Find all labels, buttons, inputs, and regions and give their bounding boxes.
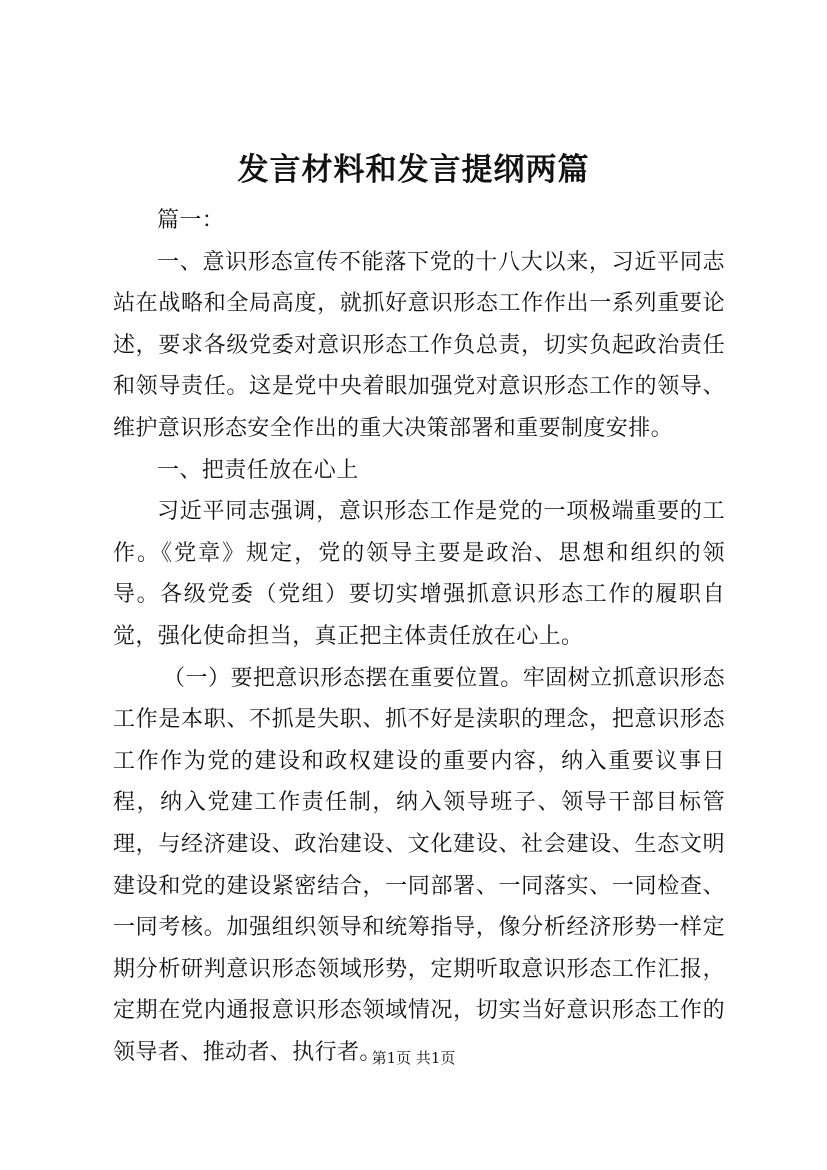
section-heading: 一、把责任放在心上 (157, 457, 359, 483)
document-body (113, 200, 725, 1073)
section-label: 篇一： (157, 208, 225, 233)
page-footer: 第1页 共1页 (371, 1049, 456, 1067)
body-paragraph: （一）要把意识形态摆在重要位置。牢固树立抓意识形态工作是本职、不抓是失职、抓不好是渎职的理念，把意识形态工作作为党的建设和政权建设的重要内容，纳入重要议事日程，纳入党建工作责任制，纳入领导班子、领导干部目标管理，与经济建设、政治建设、文化建设、社会建设、生态文明建设和党的建设紧密结合，一同部署、一同落实、一同检查、一同考核。加强组织领导和统筹指导，像分析经济形势一样定期分析研判意识形态领域形势，定期听取意识形态工作汇报，定期在党内通报意识形态领域情况，切实当好意识形态工作的领导者、推动者、执行者。 (113, 665, 725, 1065)
document-title: 发言材料和发言提纲两篇 (237, 152, 590, 188)
body-paragraph: 习近平同志强调，意识形态工作是党的一项极端重要的工作。《党章》规定，党的领导主要是政治、思想和组织的领导。各级党委（党组）要切实增强抓意识形态工作的履职自觉，强化使命担当，真正把主体责任放在心上。 (113, 499, 725, 649)
body-paragraph: 一、意识形态宣传不能落下党的十八大以来，习近平同志站在战略和全局高度，就抓好意识形态工作作出一系列重要论述，要求各级党委对意识形态工作负总责，切实负起政治责任和领导责任。这是党中央着眼加强党对意识形态工作的领导、维护意识形态安全作出的重大决策部署和重要制度安排。 (113, 249, 725, 441)
